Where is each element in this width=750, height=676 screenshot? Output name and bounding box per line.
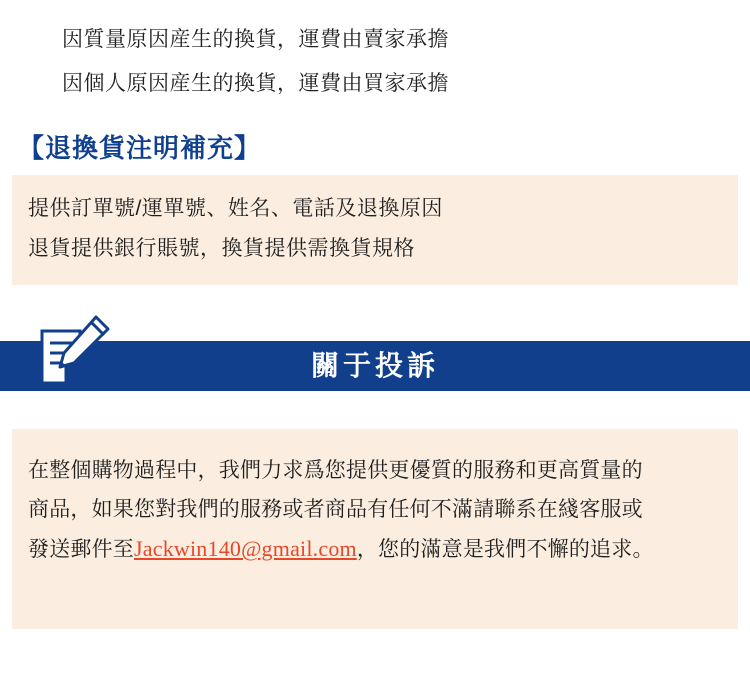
return-policy-line: 退貨提供銀行賬號，換貨提供需換貨規格 [28,237,415,260]
top-note-line: 因質量原因産生的換貨，運費由賣家承擔 [62,28,449,51]
complaint-paragraph-line: 在整個購物過程中，我們力求爲您提供更優質的服務和更高質量的 [28,459,643,482]
support-email-link[interactable]: Jackwin140@gmail.com [134,536,357,561]
top-note-line: 因個人原因産生的換貨，運費由買家承擔 [62,72,449,95]
complaint-paragraph-line-email [12,529,738,569]
banner-title: 關于投訴 [310,350,439,381]
email-suffix-text: ，您的滿意是我們不懈的追求。 [356,538,654,561]
pencil-edit-icon [36,315,112,393]
complaint-banner [0,333,750,395]
email-prefix-text: 發送郵件至 [28,538,134,561]
return-policy-heading: 【退換貨注明補充】 [18,133,262,163]
return-policy-note-block [12,175,738,285]
return-policy-line: 提供訂單號/運單號、姓名、電話及退換原因 [28,197,443,220]
complaint-paragraph-line: 商品，如果您對我們的服務或者商品有任何不滿請聯系在綫客服或 [28,498,643,521]
complaint-paragraph-block [12,429,738,629]
top-notes [0,0,750,106]
